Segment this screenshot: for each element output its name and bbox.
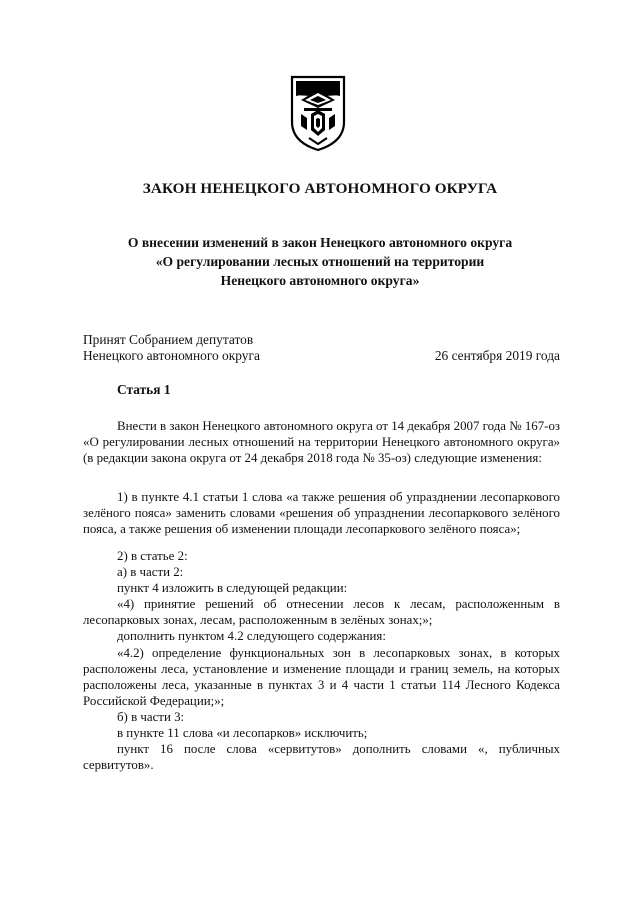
- paragraph-text: пункт 16 после слова «сервитутов» дополнить словами «, публичных сервитутов».: [83, 742, 560, 773]
- paragraph-text: б) в части 3:: [117, 709, 185, 724]
- paragraph-text: 1) в пункте 4.1 статьи 1 слова «а также решения об упразднении лесопаркового зелёного пояса» заменить словами «решения об упразднении лесопаркового зелёного пояса, а также решения об изменении площади лесопаркового зелёного пояса»;: [83, 490, 560, 537]
- paragraph-text: в пункте 11 слова «и лесопарков» исключить;: [117, 726, 368, 741]
- coat-of-arms-emblem: [289, 74, 347, 152]
- subtitle-line: «О регулировании лесных отношений на территории: [155, 254, 485, 269]
- adopted-line: Принят Собранием депутатов: [83, 332, 254, 347]
- adopted-by: [83, 332, 260, 364]
- paragraph-text: дополнить пунктом 4.2 следующего содержания:: [117, 629, 386, 644]
- paragraph-text: «4) принятие решений об отнесении лесов к лесам, расположенным в лесопарковых зонах, лесам, расположенным в зелёных зонах;»;: [83, 597, 560, 628]
- paragraph-text: 2) в статье 2:: [117, 549, 188, 563]
- paragraph-text: пункт 4 изложить в следующей редакции:: [117, 581, 348, 596]
- adopted-line: Ненецкого автономного округа: [83, 348, 260, 363]
- paragraph-text: Внести в закон Ненецкого автономного округа от 14 декабря 2007 года № 167-оз «О регулировании лесных отношений на территории Ненецкого автономного округа» (в редакции закона округа от 24 декабря 2018 года № 35-оз) следующие изменения:: [83, 419, 560, 466]
- body-section: [83, 548, 560, 773]
- paragraph-text: а) в части 2:: [117, 565, 184, 580]
- article-title: Статья 1: [117, 382, 171, 397]
- adoption-date: 26 сентября 2019 года: [434, 348, 560, 363]
- body-paragraph: [83, 418, 560, 466]
- paragraph-text: «4.2) определение функциональных зон в лесопарковых зонах, в которых расположены леса, установление и изменение площади и границ земель, на которых расположены леса, указанные в пунктах 3 и 4 части 1 статьи 114 Лесного Кодекса Российской Федерации;»;: [83, 645, 560, 708]
- subtitle-line: Ненецкого автономного округа»: [220, 273, 420, 288]
- body-paragraph: [83, 489, 560, 537]
- document-title: ЗАКОН НЕНЕЦКОГО АВТОНОМНОГО ОКРУГА: [142, 180, 498, 197]
- document-subtitle: [60, 233, 580, 290]
- subtitle-line: О внесении изменений в закон Ненецкого автономного округа: [127, 235, 513, 250]
